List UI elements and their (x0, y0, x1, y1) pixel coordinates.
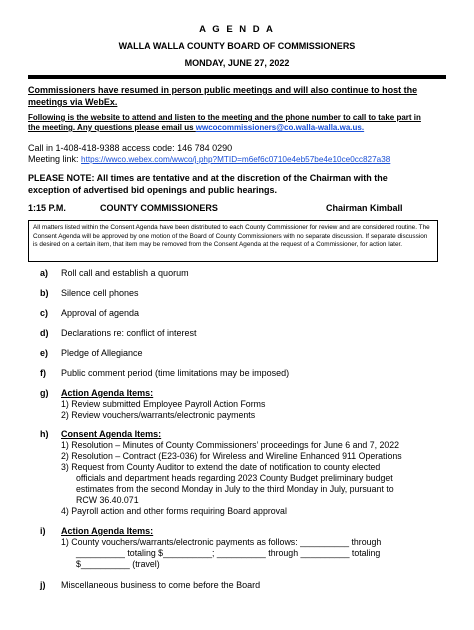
action-agenda-heading-i: Action Agenda Items: (61, 526, 154, 536)
website-note-line1: Following is the website to attend and listen to the meeting and the phone number to call to take part in (28, 113, 421, 122)
meeting-link[interactable]: https://wwco.webex.com/wwco/j.php?MTID=m6ef6c0710e4eb57be4e10ce0cc827a38 (81, 155, 391, 164)
item-silence-phones: Silence cell phones (61, 288, 139, 298)
contact-email-link[interactable]: wwcocommissioners@co.walla-walla.wa.us. (195, 123, 365, 132)
meeting-link-line (28, 154, 390, 166)
please-note-line2: exception of advertised bid openings and public hearings. (28, 185, 278, 195)
item-letter-g: g) (40, 388, 49, 398)
action-item-i1-line2: __________ totaling $__________; __________ through __________ totaling (76, 548, 381, 558)
session-chair: Chairman Kimball (326, 203, 403, 213)
inperson-notice-line2: meetings via WebEx. (28, 97, 118, 107)
consent-item-h3-line3: estimates from the second Monday in July to the third Monday in July, pursuant to (76, 484, 394, 494)
consent-item-h2: 2) Resolution – Contract (E23-036) for Wireless and Wireline Enhanced 911 Operations (61, 451, 402, 461)
item-letter-h: h) (40, 429, 49, 439)
header-rule (28, 75, 446, 79)
item-pledge: Pledge of Allegiance (61, 348, 143, 358)
session-time: 1:15 P.M. (28, 203, 66, 213)
item-letter-c: c) (40, 308, 49, 318)
consent-item-h3-line4: RCW 36.40.071 (76, 495, 139, 505)
item-letter-j: j) (40, 580, 46, 590)
action-item-g1: 1) Review submitted Employee Payroll Action Forms (61, 399, 266, 409)
action-item-g2: 2) Review vouchers/warrants/electronic payments (61, 410, 256, 420)
item-letter-f: f) (40, 368, 46, 378)
action-item-i1: 1) County vouchers/warrants/electronic payments as follows: __________ through (61, 537, 382, 547)
meeting-link-label: Meeting link: (28, 154, 82, 164)
meeting-date: MONDAY, JUNE 27, 2022 (184, 58, 290, 68)
item-conflict-interest: Declarations re: conflict of interest (61, 328, 197, 338)
item-letter-b: b) (40, 288, 49, 298)
consent-agenda-heading-h: Consent Agenda Items: (61, 429, 162, 439)
website-note-line2 (28, 123, 364, 134)
action-agenda-heading-g: Action Agenda Items: (61, 388, 154, 398)
consent-agenda-box: All matters listed within the Consent Agenda have been distributed to each County Commissioner for review and are considered routine. The Consent Agenda will be approved by one motion of the Board of County Commissioners with no separate discussion. If separate discussion is desired on a certain item, that item may be removed from the Consent Agenda at the request of a Commissioner, for action later. (28, 220, 438, 262)
consent-item-h3: 3) Request from County Auditor to extend the date of notification to county elected (61, 462, 381, 472)
item-letter-d: d) (40, 328, 49, 338)
consent-item-h4: 4) Payroll action and other forms requiring Board approval (61, 506, 287, 516)
item-misc-business: Miscellaneous business to come before the Board (61, 580, 261, 590)
session-name: COUNTY COMMISSIONERS (100, 203, 218, 213)
board-name: WALLA WALLA COUNTY BOARD OF COMMISSIONERS (118, 41, 356, 51)
consent-item-h1: 1) Resolution – Minutes of County Commissioners’ proceedings for June 6 and 7, 2022 (61, 440, 400, 450)
agenda-title: A G E N D A (199, 24, 275, 35)
website-note-prefix: the meeting. Any questions please email us (28, 123, 196, 132)
item-public-comment: Public comment period (time limitations may be imposed) (61, 368, 290, 378)
item-letter-i: i) (40, 526, 46, 536)
consent-item-h3-line2: officials and department heads regarding 2023 County Budget preliminary budget (76, 473, 393, 483)
call-in-phone: Call in 1-408-418-9388 access code: 146 784 0290 (28, 143, 233, 153)
please-note-line1: PLEASE NOTE: All times are tentative and at the discretion of the Chairman with the (28, 173, 388, 183)
action-item-i1-line3: $__________ (travel) (76, 559, 160, 569)
item-letter-a: a) (40, 268, 49, 278)
item-approval-agenda: Approval of agenda (61, 308, 140, 318)
inperson-notice-line1: Commissioners have resumed in person public meetings and will also continue to host the (28, 85, 418, 95)
item-letter-e: e) (40, 348, 49, 358)
item-roll-call: Roll call and establish a quorum (61, 268, 189, 278)
